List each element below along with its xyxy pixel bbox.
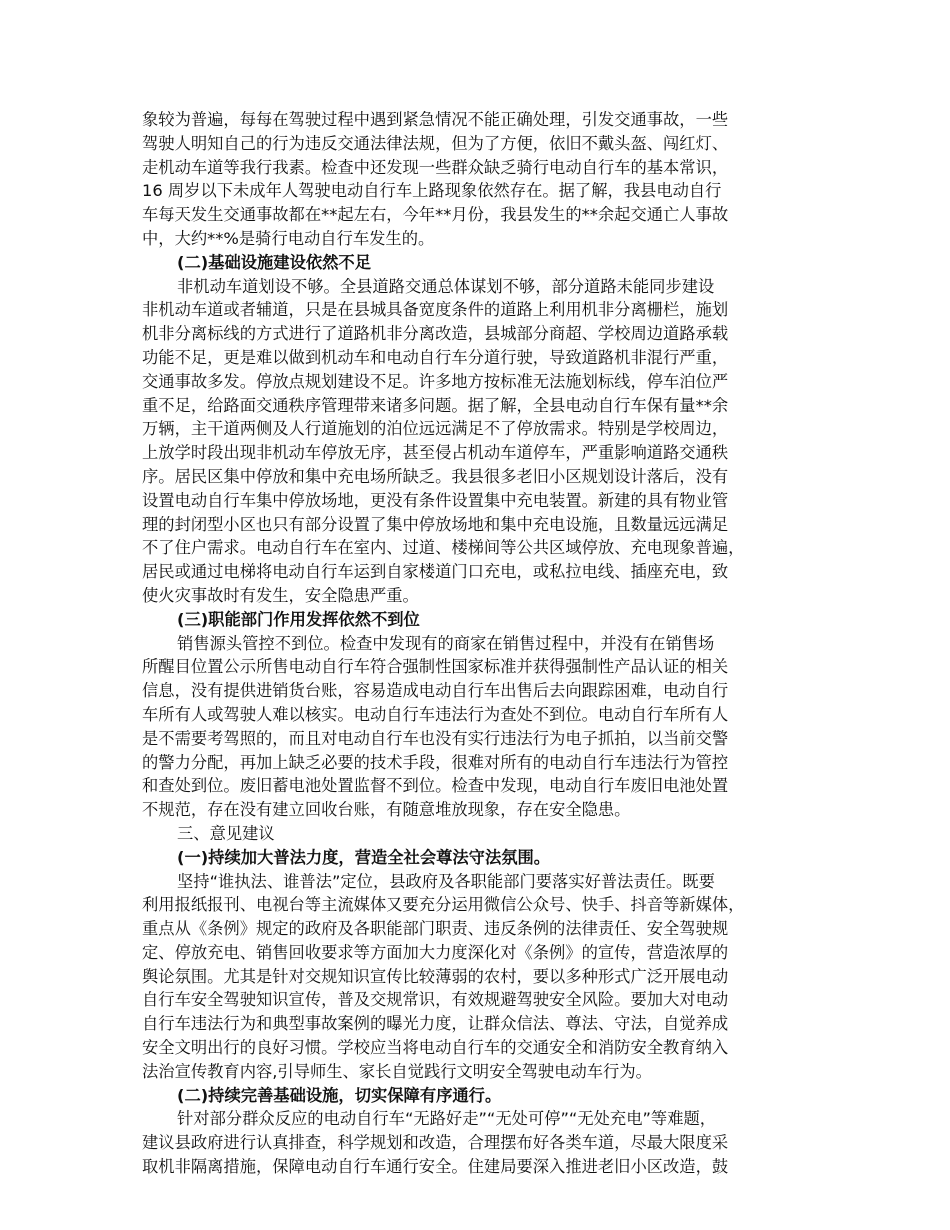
text-line: 重不足，给路面交通秩序管理带来诸多问题。据了解，全县电动自行车保有量**余 — [142, 395, 729, 415]
text-line: 自行车违法行为和典型事故案例的曝光力度，让群众信法、尊法、守法，自觉养成 — [142, 1014, 729, 1034]
text-line: 安全文明出行的良好习惯。学校应当将电动自行车的交通安全和消防安全教育纳入 — [142, 1038, 729, 1058]
text-line: 序。居民区集中停放和集中充电场所缺乏。我县很多老旧小区规划设计落后，没有 — [142, 466, 729, 486]
paragraph-start: 非机动车道划设不够。全县道路交通总体谋划不够，部分道路未能同步建设 — [177, 276, 715, 296]
text-line: 驾驶人明知自己的行为违反交通法律法规，但为了方便，依旧不戴头盔、闯红灯、 — [142, 133, 729, 153]
text-line: 理的封闭型小区也只有部分设置了集中停放场地和集中充电设施，且数量远远满足 — [142, 514, 729, 534]
text-line: 是不需要考驾照的，而且对电动自行车也没有实行违法行为电子抓拍，以当前交警 — [142, 728, 729, 748]
suggestion-heading-1: (一)持续加大普法力度，营造全社会尊法守法氛围。 — [177, 847, 551, 867]
text-line: 法治宣传教育内容,引导师生、家长自觉践行文明安全驾驶电动车行为。 — [142, 1061, 652, 1081]
text-line: 定、停放充电、销售回收要求等方面加大力度深化对《条例》的宣传，营造浓厚的 — [142, 942, 729, 962]
text-line: 象较为普遍，每每在驾驶过程中遇到紧急情况不能正确处理，引发交通事故，一些 — [142, 110, 729, 129]
text-line: 16 周岁以下未成年人驾驶电动自行车上路现象依然存在。据了解，我县电动自行 — [142, 181, 722, 201]
text-line: 不规范，存在没有建立回收台账，有随意堆放现象，存在安全隐患。 — [142, 800, 631, 820]
text-line: 使火灾事故时有发生，安全隐患严重。 — [142, 585, 419, 605]
text-line: 上放学时段出现非机动车停放无序，甚至侵占机动车道停车，严重影响道路交通秩 — [142, 443, 729, 463]
text-line: 信息，没有提供进销货台账，容易造成电动自行车出售后去向跟踪困难，电动自行 — [142, 681, 729, 701]
text-line: 中，大约**%是骑行电动自行车发生的。 — [142, 228, 435, 248]
text-line: 车所有人或驾驶人难以核实。电动自行车违法行为查处不到位。电动自行车所有人 — [142, 704, 729, 724]
text-line: 和查处到位。废旧蓄电池处置监督不到位。检查中发现，电动自行车废旧电池处置 — [142, 776, 729, 796]
text-line: 建议县政府进行认真排查，科学规划和改造，合理摆布好各类车道，尽最大限度采 — [142, 1133, 729, 1153]
text-line: 交通事故多发。停放点规划建设不足。许多地方按标准无法施划标线，停车泊位严 — [142, 371, 729, 391]
text-line: 设置电动自行车集中停放场地，更没有条件设置集中充电装置。新建的具有物业管 — [142, 490, 729, 510]
text-line: 功能不足，更是难以做到机动车和电动自行车分道行驶，导致道路机非混行严重， — [142, 347, 729, 367]
text-line: 所醒目位置公示所售电动自行车符合强制性国家标准并获得强制性产品认证的相关 — [142, 657, 729, 677]
section-heading-2: (二)基础设施建设依然不足 — [177, 252, 371, 272]
text-line: 万辆，主干道两侧及人行道施划的泊位远远满足不了停放需求。特别是学校周边， — [142, 419, 729, 439]
text-line: 的警力分配，再加上缺乏必要的技术手段，很难对所有的电动自行车违法行为管控 — [142, 752, 729, 772]
text-line: 重点从《条例》规定的政府及各职能部门职责、违反条例的法律责任、安全驾驶规 — [142, 919, 729, 939]
chapter-heading: 三、意见建议 — [177, 823, 275, 843]
text-line: 机非分离标线的方式进行了道路机非分离改造，县城部分商超、学校周边道路承载 — [142, 324, 729, 344]
text-line: 取机非隔离措施，保障电动自行车通行安全。住建局要深入推进老旧小区改造，鼓 — [142, 1157, 729, 1177]
text-line: 走机动车道等我行我素。检查中还发现一些群众缺乏骑行电动自行车的基本常识， — [142, 157, 729, 177]
text-line: 舆论氛围。尤其是针对交规知识宣传比较薄弱的农村，要以多种形式广泛开展电动 — [142, 966, 729, 986]
section-heading-3: (三)职能部门作用发挥依然不到位 — [177, 609, 420, 629]
text-line: 不了住户需求。电动自行车在室内、过道、楼梯间等公共区域停放、充电现象普遍， — [142, 538, 745, 558]
suggestion-heading-2: (二)持续完善基础设施，切实保障有序通行。 — [177, 1085, 502, 1105]
paragraph-start: 销售源头管控不到位。检查中发现有的商家在销售过程中，并没有在销售场 — [177, 633, 715, 653]
text-line: 利用报纸报刊、电视台等主流媒体又要充分运用微信公众号、快手、抖音等新媒体， — [142, 895, 745, 915]
paragraph-start: 坚持“谁执法、谁普法”定位，县政府及各职能部门要落实好普法责任。既要 — [177, 871, 715, 891]
text-line: 非机动车道或者辅道，只是在县城具备宽度条件的道路上利用机非分离栅栏，施划 — [142, 300, 729, 320]
text-line: 自行车安全驾驶知识宣传，普及交规常识，有效规避驾驶安全风险。要加大对电动 — [142, 990, 729, 1010]
paragraph-start: 针对部分群众反应的电动自行车“无路好走”“无处可停”“无处充电”等难题， — [177, 1109, 717, 1129]
text-line: 车每天发生交通事故都在**起左右，今年**月份，我县发生的**余起交通亡人事故 — [142, 205, 729, 225]
document-body — [142, 108, 822, 1179]
text-line: 居民或通过电梯将电动自行车运到自家楼道门口充电，或私拉电线、插座充电，致 — [142, 562, 729, 582]
